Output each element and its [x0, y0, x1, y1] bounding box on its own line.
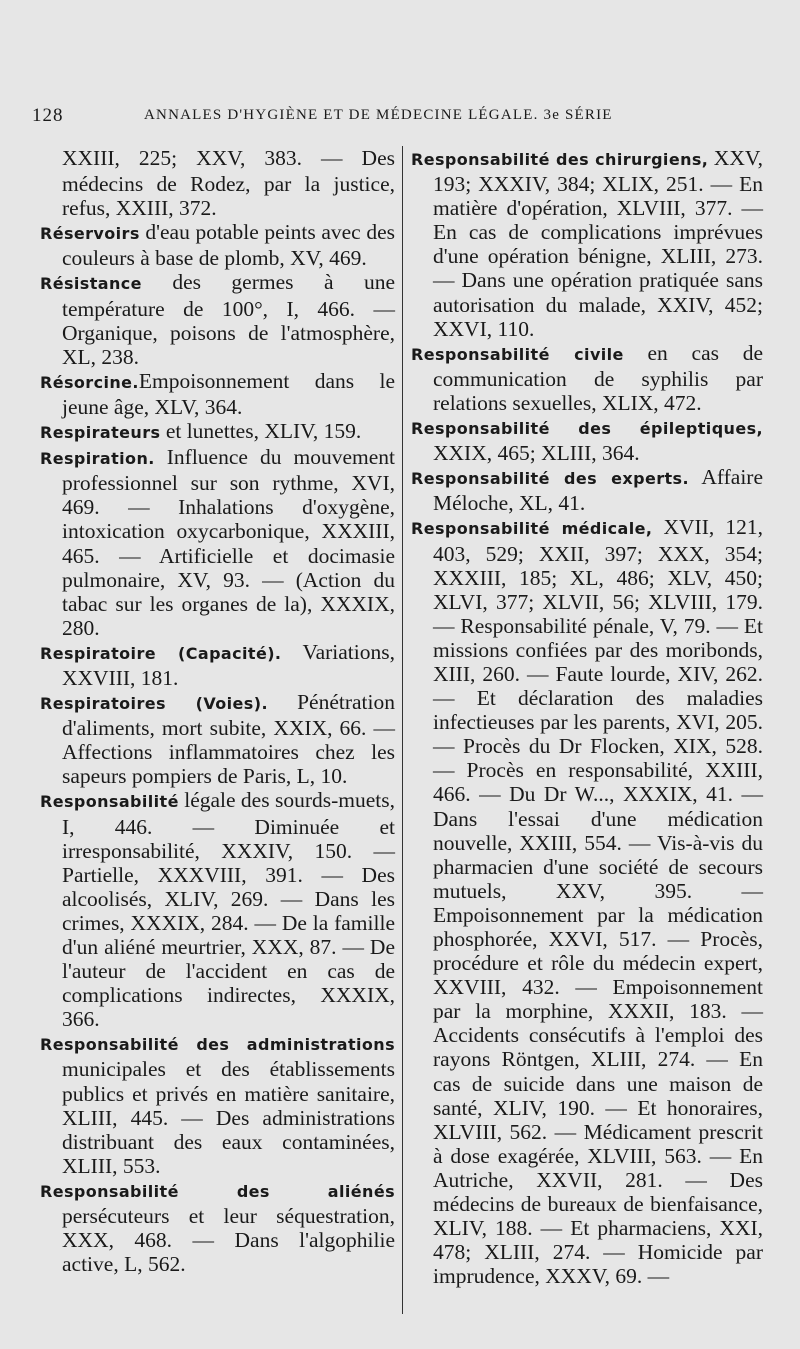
entry-headword: Respirateurs	[40, 423, 161, 443]
index-entry	[40, 445, 395, 640]
entry-text: et lunettes, XLIV, 159.	[160, 419, 362, 444]
index-entry	[40, 690, 395, 788]
entry-text: d'eau potable peints avec des couleurs à base de plomb, XV, 469.	[62, 220, 395, 271]
index-entry	[40, 1178, 395, 1276]
entry-text: légale des sourds-muets, I, 446. — Diminuée et irresponsabilité, XXXIV, 150. — Partielle, XXXVIII, 391. — Des alcoolisés, XLIV, 269. — Dans les crimes, XXXIX, 284. — De la famille d'un aliéné meurtrier, XXX, 87. — De l'auteur de l'accident en cas de complications indirectes, XXXIX, 366.	[62, 788, 396, 1032]
entry-text: municipales et des établissements publics et privés en matière sanitaire, XLIII, 445. — Des administrations distribuant des eaux contaminées, XLIII, 553.	[62, 1057, 395, 1178]
index-entry	[40, 640, 395, 690]
entry-headword: Résistance	[40, 274, 142, 294]
index-entry	[40, 146, 395, 220]
entry-text: des germes à une température de 100°, I, 466. — Organique, poisons de l'atmosphère, XL, 238.	[62, 270, 395, 369]
entry-text: XXIX, 465; XLIII, 364.	[433, 441, 640, 466]
entry-text: XXV, 193; XXXIV, 384; XLIX, 251. — En matière d'opération, XLVIII, 377. — En cas de complications imprévues d'une opération bénigne, XLIII, 273. — Dans une opération pratiquée sans autorisation du malade, XXIV, 452; XXVI, 110.	[433, 146, 763, 341]
entry-text: Variations, XXVIII, 181.	[62, 639, 395, 690]
entry-headword: Réservoirs	[40, 224, 140, 244]
entry-text: XVII, 121, 403, 529; XXII, 397; XXX, 354; XXXIII, 185; XL, 486; XLV, 450; XLVI, 377; XLVII, 56; XLVIII, 179. — Responsabilité pénale, V, 79. — Et missions confiées par des moribonds, XIII, 260. — Faute lourde, XIV, 262. — Et déclaration des maladies infectieuses par les parents, XVI, 205. — Procès du Dr Flocken, XIX, 528. — Procès en responsabilité, XXIII, 466. — Du Dr W..., XXXIX, 41. — Dans l'essai d'une médication nouvelle, XXIII, 554. — Vis-à-vis du pharmacien d'une société de secours mutuels, XXV, 395. — Empoisonnement par la médication phosphorée, XXVI, 517. — Procès, procédure et rôle du médecin expert, XXVIII, 432. — Empoisonnement par la morphine, XXXII, 183. — Accidents consécutifs à l'emploi des rayons Röntgen, XLIII, 274. — En cas de suicide dans une maison de santé, XLIV, 190. — Et honoraires, XLVIII, 562. — Médicament prescrit à dose exagérée, XLVIII, 563. — En Autriche, XXVII, 281. — Des médecins de bureaux de bienfaisance, XLIV, 188. — Et pharmaciens, XXI, 478; XLIII, 274. — Homicide par imprudence, XXXV, 69. —	[433, 515, 764, 1289]
entry-text: persécuteurs et leur séquestration, XXX, 468. — Dans l'algophilie active, L, 562.	[62, 1204, 395, 1277]
column-divider	[402, 146, 403, 1314]
entry-headword: Responsabilité des chirurgiens,	[411, 150, 709, 169]
entry-headword: Responsabilité des administrations	[40, 1035, 395, 1055]
entry-text: XXIII, 225; XXV, 383. — Des médecins de Rodez, par la justice, refus, XXIII, 372.	[62, 146, 395, 221]
entry-headword: Responsabilité civile	[411, 344, 624, 364]
page-number: 128	[32, 105, 64, 126]
entry-headword: Responsabilité des épileptiques,	[411, 419, 763, 439]
entry-headword: Respiration.	[40, 449, 155, 469]
entry-headword: Responsabilité des experts.	[411, 469, 689, 489]
left-column	[40, 146, 395, 1276]
entry-text: en cas de communication de syphilis par relations sexuelles, XLIX, 472.	[433, 340, 763, 415]
entry-headword: Résorcine.	[40, 372, 139, 392]
index-entry	[411, 146, 763, 341]
entry-headword: Responsabilité des aliénés	[40, 1181, 395, 1201]
entry-headword: Responsabilité	[40, 792, 179, 812]
entry-headword: Respiratoires (Voies).	[40, 694, 268, 714]
right-column	[411, 146, 763, 1288]
entry-headword: Responsabilité médicale,	[411, 519, 653, 539]
index-entry	[411, 341, 763, 415]
index-entry	[40, 1031, 395, 1178]
entry-headword: Respiratoire (Capacité).	[40, 643, 282, 663]
index-entry	[40, 788, 395, 1031]
index-entry	[40, 220, 395, 270]
index-entry	[40, 369, 395, 419]
index-entry	[411, 465, 763, 515]
entry-text: Influence du mouvement professionnel sur son rythme, XVI, 469. — Inhalations d'oxygène, intoxication oxycarbonique, XXXIII, 465. — Artificielle et docimasie pulmonaire, XV, 93. — (Action du tabac sur les organes de la), XXXIX, 280.	[62, 445, 395, 640]
index-entry	[40, 419, 395, 445]
entry-text: Pénétration d'aliments, mort subite, XXIX, 66. — Affections inflammatoires chez les sapeurs pompiers de Paris, L, 10.	[62, 690, 395, 789]
index-entry	[40, 270, 395, 368]
entry-text: Empoisonnement dans le jeune âge, XLV, 364.	[62, 368, 395, 419]
index-entry	[411, 415, 763, 465]
journal-title: ANNALES D'HYGIÈNE ET DE MÉDECINE LÉGALE. 3e SÉRIE	[144, 107, 613, 123]
entry-text: Affaire Méloche, XL, 41.	[433, 465, 763, 516]
index-entry	[411, 515, 763, 1288]
